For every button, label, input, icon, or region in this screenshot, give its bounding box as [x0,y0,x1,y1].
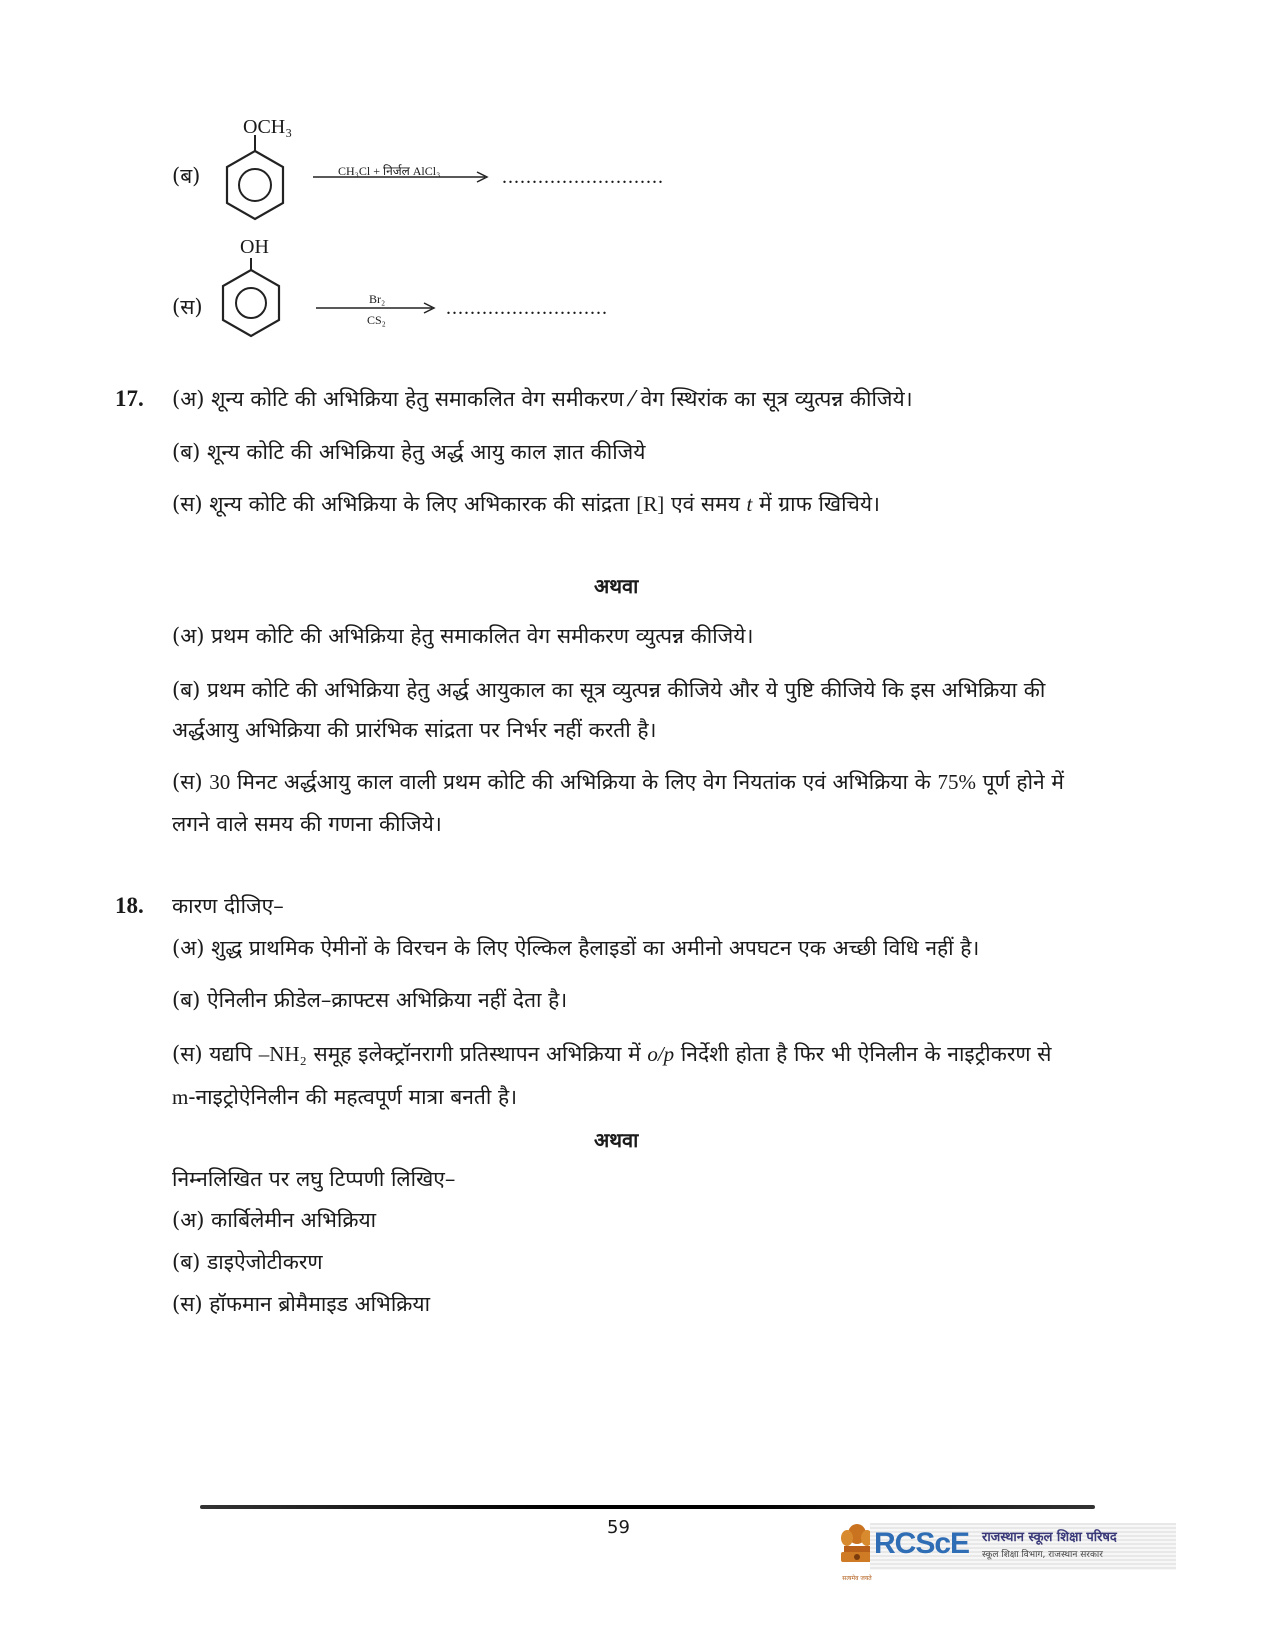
q17-alt-part-c-line1 [172,768,1064,796]
q17-part-a: (अ) शून्य कोटि की अभिक्रिया हेतु समाकलित वेग समीकरण ⁄ वेग स्थिरांक का सूत्र व्युत्पन्न कीजिये। [172,387,913,411]
q18-part-a: (अ) शुद्ध प्राथमिक ऐमीनों के विरचन के लिए ऐल्किल हैलाइडों का अमीनो अपघटन एक अच्छी विधि नहीं है। [172,936,980,960]
rcsce-logo-banner [870,1523,1176,1570]
q18-alt-part-c: (स) हॉफमान ब्रोमैमाइड अभिक्रिया [172,1292,431,1316]
q17-alt-part-b-line2: अर्द्धआयु अभिक्रिया की प्रारंभिक सांद्रता पर निर्भर नहीं करती है। [172,718,657,742]
q18-c-op: o/p [647,1042,675,1066]
q18-part-b: (ब) ऐनिलीन फ्रीडेल–क्राफ्टस अभिक्रिया नहीं देता है। [172,988,568,1012]
reaction-s-substituent: OH [240,236,269,258]
q17-alt-part-a: (अ) प्रथम कोटि की अभिक्रिया हेतु समाकलित वेग समीकरण व्युत्पन्न कीजिये। [172,624,754,648]
q18-alt-part-b: (ब) डाइऐजोटीकरण [172,1250,323,1274]
q17-or-heading: अथवा [594,574,639,598]
q18-alt-part-a: (अ) कार्बिलेमीन अभिक्रिया [172,1208,377,1232]
q18-c-nh2: –NH₂ [258,1042,307,1066]
q18-c-post: निर्देशी होता है फिर भी ऐनिलीन के नाइट्रीकरण से [674,1042,1052,1066]
q18-c-line2-m: m [172,1085,189,1109]
question-18-number: 18. [115,893,144,918]
q17-part-c-R: [R] [636,492,665,516]
reaction-b-substituent: OCH₃ [243,116,293,138]
anisole-benzene-ring [215,135,295,230]
q17-part-c-pre: (स) शून्य कोटि की अभिक्रिया के लिए अभिकारक की सांद्रता [172,492,637,516]
q17-alt-part-b-line1: (ब) प्रथम कोटि की अभिक्रिया हेतु अर्द्ध आयुकाल का सूत्र व्युत्पन्न कीजिये और ये पुष्टि कीजिये कि इस अभिक्रिया की [172,678,1046,702]
reaction-b-arrow [313,170,493,184]
page-number: 59 [607,1517,630,1538]
q17-alt-c-mid: मिनट अर्द्धआयु काल वाली प्रथम कोटि की अभिक्रिया के लिए वेग नियतांक एवं अभिक्रिया के [230,770,938,794]
org-name: राजस्थान स्कूल शिक्षा परिषद [982,1530,1117,1545]
phenol-benzene-ring [213,258,293,348]
reaction-b-reagent: CH₃Cl + निर्जल AlCl₃ [338,164,441,178]
q17-part-c-post: में ग्राफ खिचिये। [752,492,880,516]
org-subtitle: स्कूल शिक्षा विभाग, राजस्थान सरकार [982,1550,1103,1560]
emblem-caption: सत्यमेव जयते [842,1575,872,1582]
q17-part-c-t: t [746,492,753,516]
q18-intro: कारण दीजिए– [172,894,284,918]
footer-divider [200,1505,1095,1509]
q17-alt-c-post: पूर्ण होने में [975,770,1064,794]
question-17-number: 17. [115,386,144,411]
q18-c-pre: (स) यद्यपि [172,1042,259,1066]
reaction-s-reagent-bottom: CS₂ [367,313,386,327]
reaction-b-product-blank: ........................... [502,166,664,188]
reaction-s-reagent-top: Br₂ [369,292,386,306]
reaction-s-label: (स) [172,295,203,319]
q18-part-c-line2 [172,1083,517,1111]
q17-part-b: (ब) शून्य कोटि की अभिक्रिया हेतु अर्द्ध आयु काल ज्ञात कीजिये [172,440,646,464]
q18-c-mid: समूह इलेक्ट्रॉनरागी प्रतिस्थापन अभिक्रिया में [306,1042,648,1066]
reaction-b-label: (ब) [172,164,201,188]
q18-alt-intro: निम्नलिखित पर लघु टिप्पणी लिखिए– [172,1167,456,1191]
q17-part-c-mid: एवं समय [664,492,747,516]
q18-or-heading: अथवा [594,1128,639,1152]
q17-alt-part-c-line2: लगने वाले समय की गणना कीजिये। [172,812,442,836]
q18-c-line2-text: -नाइट्रोऐनिलीन की महत्वपूर्ण मात्रा बनती है। [188,1085,518,1109]
q18-part-c-line1 [172,1040,1052,1068]
q17-alt-c-pre: (स) [172,770,210,794]
q17-alt-c-num2: 75% [937,770,976,794]
reaction-s-product-blank: ........................... [446,297,608,319]
rcsce-logo-text: RCScE [874,1527,970,1560]
q17-alt-c-num1: 30 [209,770,231,794]
q17-part-c [172,490,880,518]
